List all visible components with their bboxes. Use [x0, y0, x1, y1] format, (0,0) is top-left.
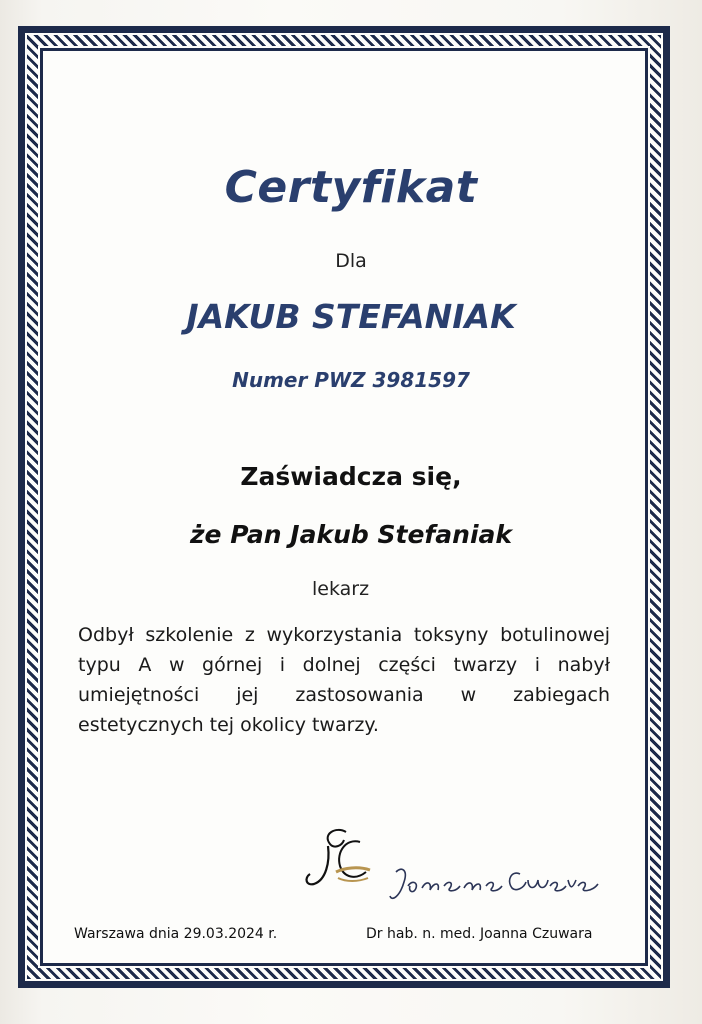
recipient-line: że Pan Jakub Stefaniak — [189, 520, 513, 549]
recipient-name: JAKUB STEFANIAK — [186, 297, 516, 336]
signer-name: Dr hab. n. med. Joanna Czuwara — [366, 926, 593, 942]
profession: lekarz — [312, 578, 370, 600]
certificate-title: Certyfikat — [224, 162, 478, 213]
place-and-date: Warszawa dnia 29.03.2024 r. — [74, 926, 278, 942]
certificate-description: Odbył szkolenie z wykorzystania toksyny botulinowej typu A w górnej i dolnej części twarzy i nabył umiejętności jej zastosowania w zabiegach estetycznych tej okolicy twarzy. — [78, 624, 610, 736]
for-label: Dla — [335, 250, 367, 272]
pwz-number: Numer PWZ 3981597 — [232, 368, 470, 392]
jc-logo — [300, 822, 380, 896]
handwritten-signature — [388, 858, 608, 910]
attestation-heading: Zaświadcza się, — [240, 462, 462, 491]
